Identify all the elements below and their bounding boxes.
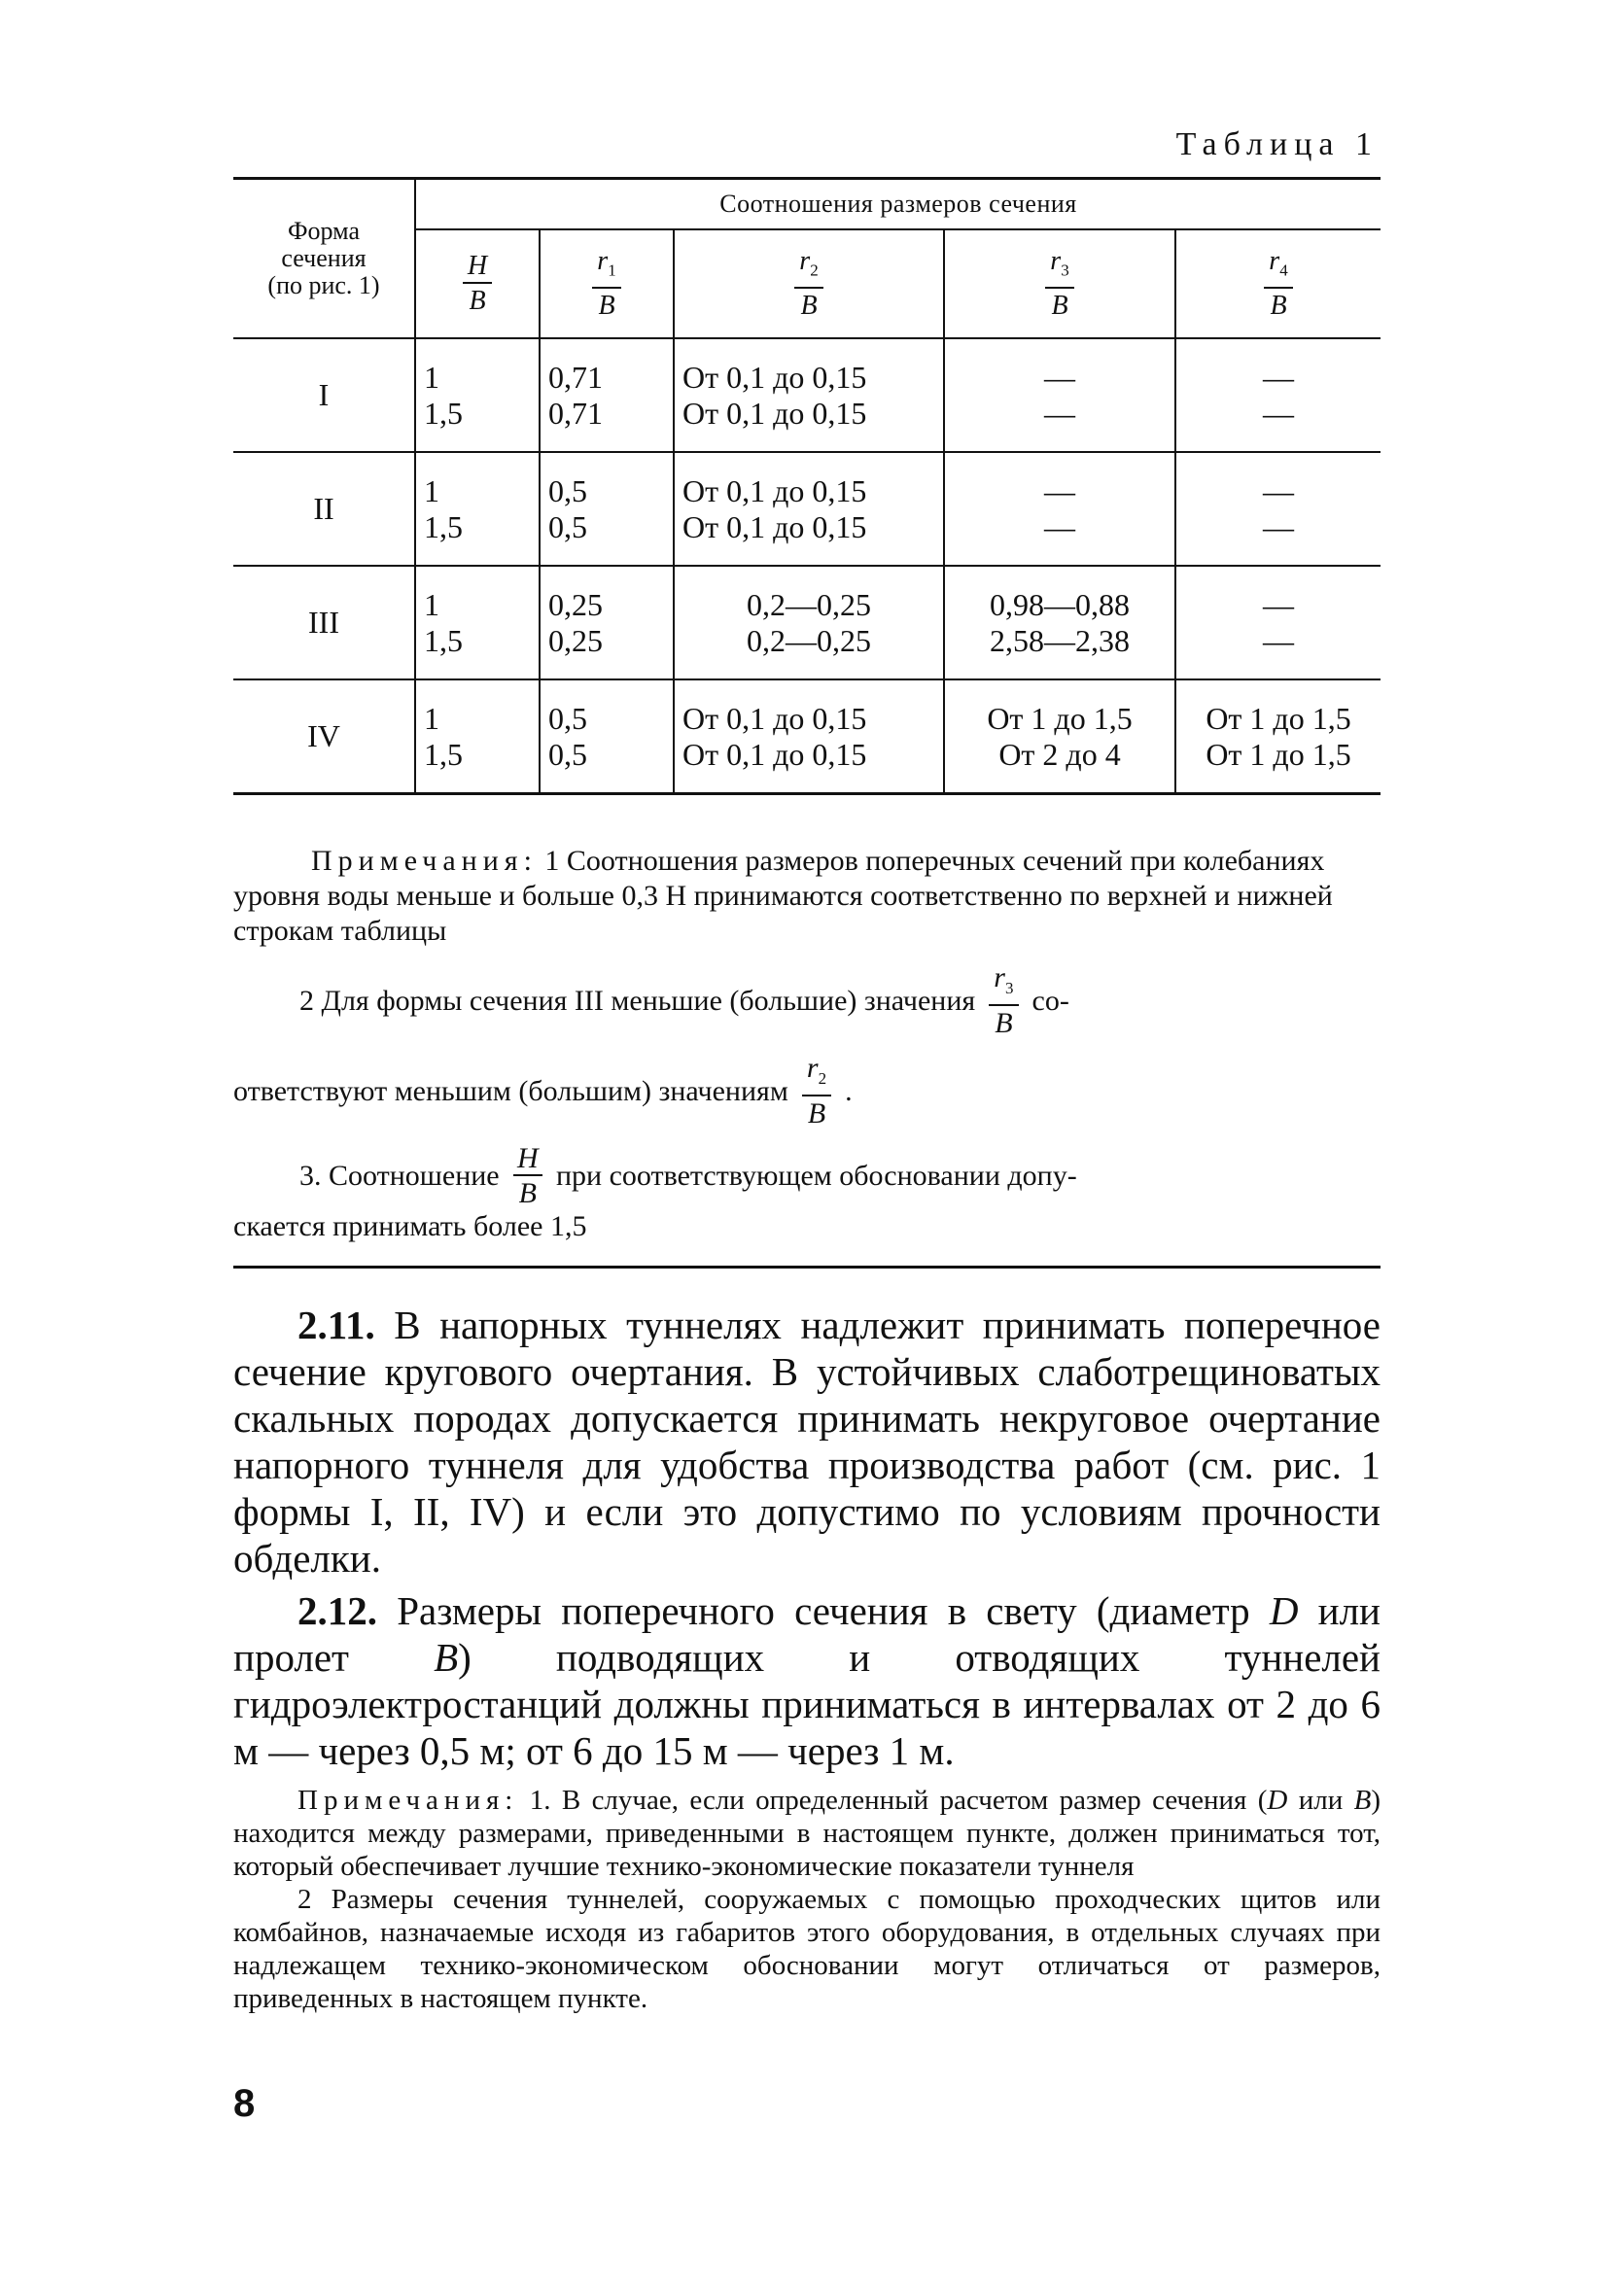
r1-b-cell: 0,25 0,25: [540, 566, 674, 679]
h-b-cell: 1 1,5: [415, 566, 540, 679]
paragraph-2-12: 2.12. Размеры поперечного сечения в свету (диаметр D или пролет B) подводящих и отводящих туннелей гидроэлектростанций должны приниматься в интервалах от 2 до 6 м — через 0,5 м; от 6 до 15 м — через 1 м.: [233, 1588, 1381, 1773]
page-number: 8: [233, 2082, 256, 2125]
paragraph-note-2: 2 Размеры сечения туннелей, сооружаемых с помощью проходческих щитов или комбайнов, назначаемые исходя из габаритов этого оборудования, в отдельных случаях при надлежащем технико-экономическом обосновании могут отличаться от размеров, приведенных в настоящем пункте.: [233, 1884, 1381, 2014]
paragraph-2-11: 2.11. В напорных туннелях надлежит принимать поперечное сечение кругового очертания. В устойчивых слаботрещиноватых скальных породах допускается принимать некруговое очертание напорного туннеля для удобства производства работ (см. рис. 1 формы I, II, IV) и если это допустимо по условиям прочности обделки.: [233, 1303, 1381, 1581]
fraction-r2-b: $\frac{r_2}{B}$: [802, 1053, 831, 1130]
section-divider: [233, 1266, 1381, 1269]
column-header-h-b: $\frac{H}{B}$: [415, 229, 540, 338]
ratios-group-header: Соотношения размеров сечения: [415, 179, 1381, 230]
fraction-r3-b: $\frac{r_3}{B}$: [989, 962, 1018, 1039]
table-row: [233, 452, 1381, 566]
r2-b-cell: От 0,1 до 0,15 От 0,1 до 0,15: [674, 452, 944, 566]
r1-b-cell: 0,71 0,71: [540, 338, 674, 452]
fraction-h-b: $\frac{H}{B}$: [513, 1143, 542, 1209]
table-caption: Таблица 1: [1175, 126, 1379, 162]
table-note-3-continued: скается принимать более 1,5: [233, 1210, 587, 1242]
r4-b-cell: — —: [1175, 566, 1381, 679]
paragraph-notes: [233, 1784, 1381, 2015]
h-b-cell: 1 1,5: [415, 452, 540, 566]
table-note-2-continued: ответствуют меньшим (большим) значениям $\frac{r_2}{B}$ .: [233, 1052, 853, 1130]
r3-b-cell: От 1 до 1,5 От 2 до 4: [944, 679, 1175, 794]
r2-b-cell: От 0,1 до 0,15 От 0,1 до 0,15: [674, 679, 944, 794]
table-notes: [233, 844, 1381, 1244]
h-b-cell: 1 1,5: [415, 338, 540, 452]
table-note-1: Примечания: 1 Соотношения размеров поперечных сечений при колебаниях уровня воды меньше и больше 0,3 H принимаются соответственно по верхней и нижней строкам таблицы: [233, 845, 1333, 947]
ratios-table: [233, 177, 1381, 795]
table-note-2: 2 Для формы сечения III меньшие (большие) значения $\frac{r_3}{B}$ со-: [299, 961, 1069, 1039]
column-header-r1-b: $\frac{r_1}{B}$: [540, 229, 674, 338]
table-row: [233, 338, 1381, 452]
form-cell: II: [233, 452, 415, 566]
r4-b-cell: — —: [1175, 452, 1381, 566]
table-row: [233, 679, 1381, 794]
column-header-r3-b: $\frac{r_3}{B}$: [944, 229, 1175, 338]
form-cell: I: [233, 338, 415, 452]
r4-b-cell: От 1 до 1,5 От 1 до 1,5: [1175, 679, 1381, 794]
document-page: [233, 126, 1381, 2015]
r3-b-cell: — —: [944, 338, 1175, 452]
r1-b-cell: 0,5 0,5: [540, 452, 674, 566]
r1-b-cell: 0,5 0,5: [540, 679, 674, 794]
r2-b-cell: От 0,1 до 0,15 От 0,1 до 0,15: [674, 338, 944, 452]
r3-b-cell: 0,98—0,88 2,58—2,38: [944, 566, 1175, 679]
r4-b-cell: — —: [1175, 338, 1381, 452]
table-row: [233, 566, 1381, 679]
h-b-cell: 1 1,5: [415, 679, 540, 794]
column-header-r2-b: $\frac{r_2}{B}$: [674, 229, 944, 338]
r3-b-cell: — —: [944, 452, 1175, 566]
form-cell: III: [233, 566, 415, 679]
form-cell: IV: [307, 718, 340, 753]
form-column-header: Форма сечения (по рис. 1): [233, 179, 415, 339]
column-header-r4-b: $\frac{r_4}{B}$: [1175, 229, 1381, 338]
table-note-3: 3. Соотношение $\frac{H}{B}$ при соответствующем обосновании допу-: [299, 1142, 1077, 1209]
paragraph-note-1: Примечания: 1. В случае, если определенный расчетом размер сечения (D или B) находится между размерами, приведенными в настоящем пункте, должен приниматься тот, который обеспечивает лучшие технико-экономические показатели туннеля: [233, 1785, 1381, 1882]
r2-b-cell: 0,2—0,25 0,2—0,25: [674, 566, 944, 679]
